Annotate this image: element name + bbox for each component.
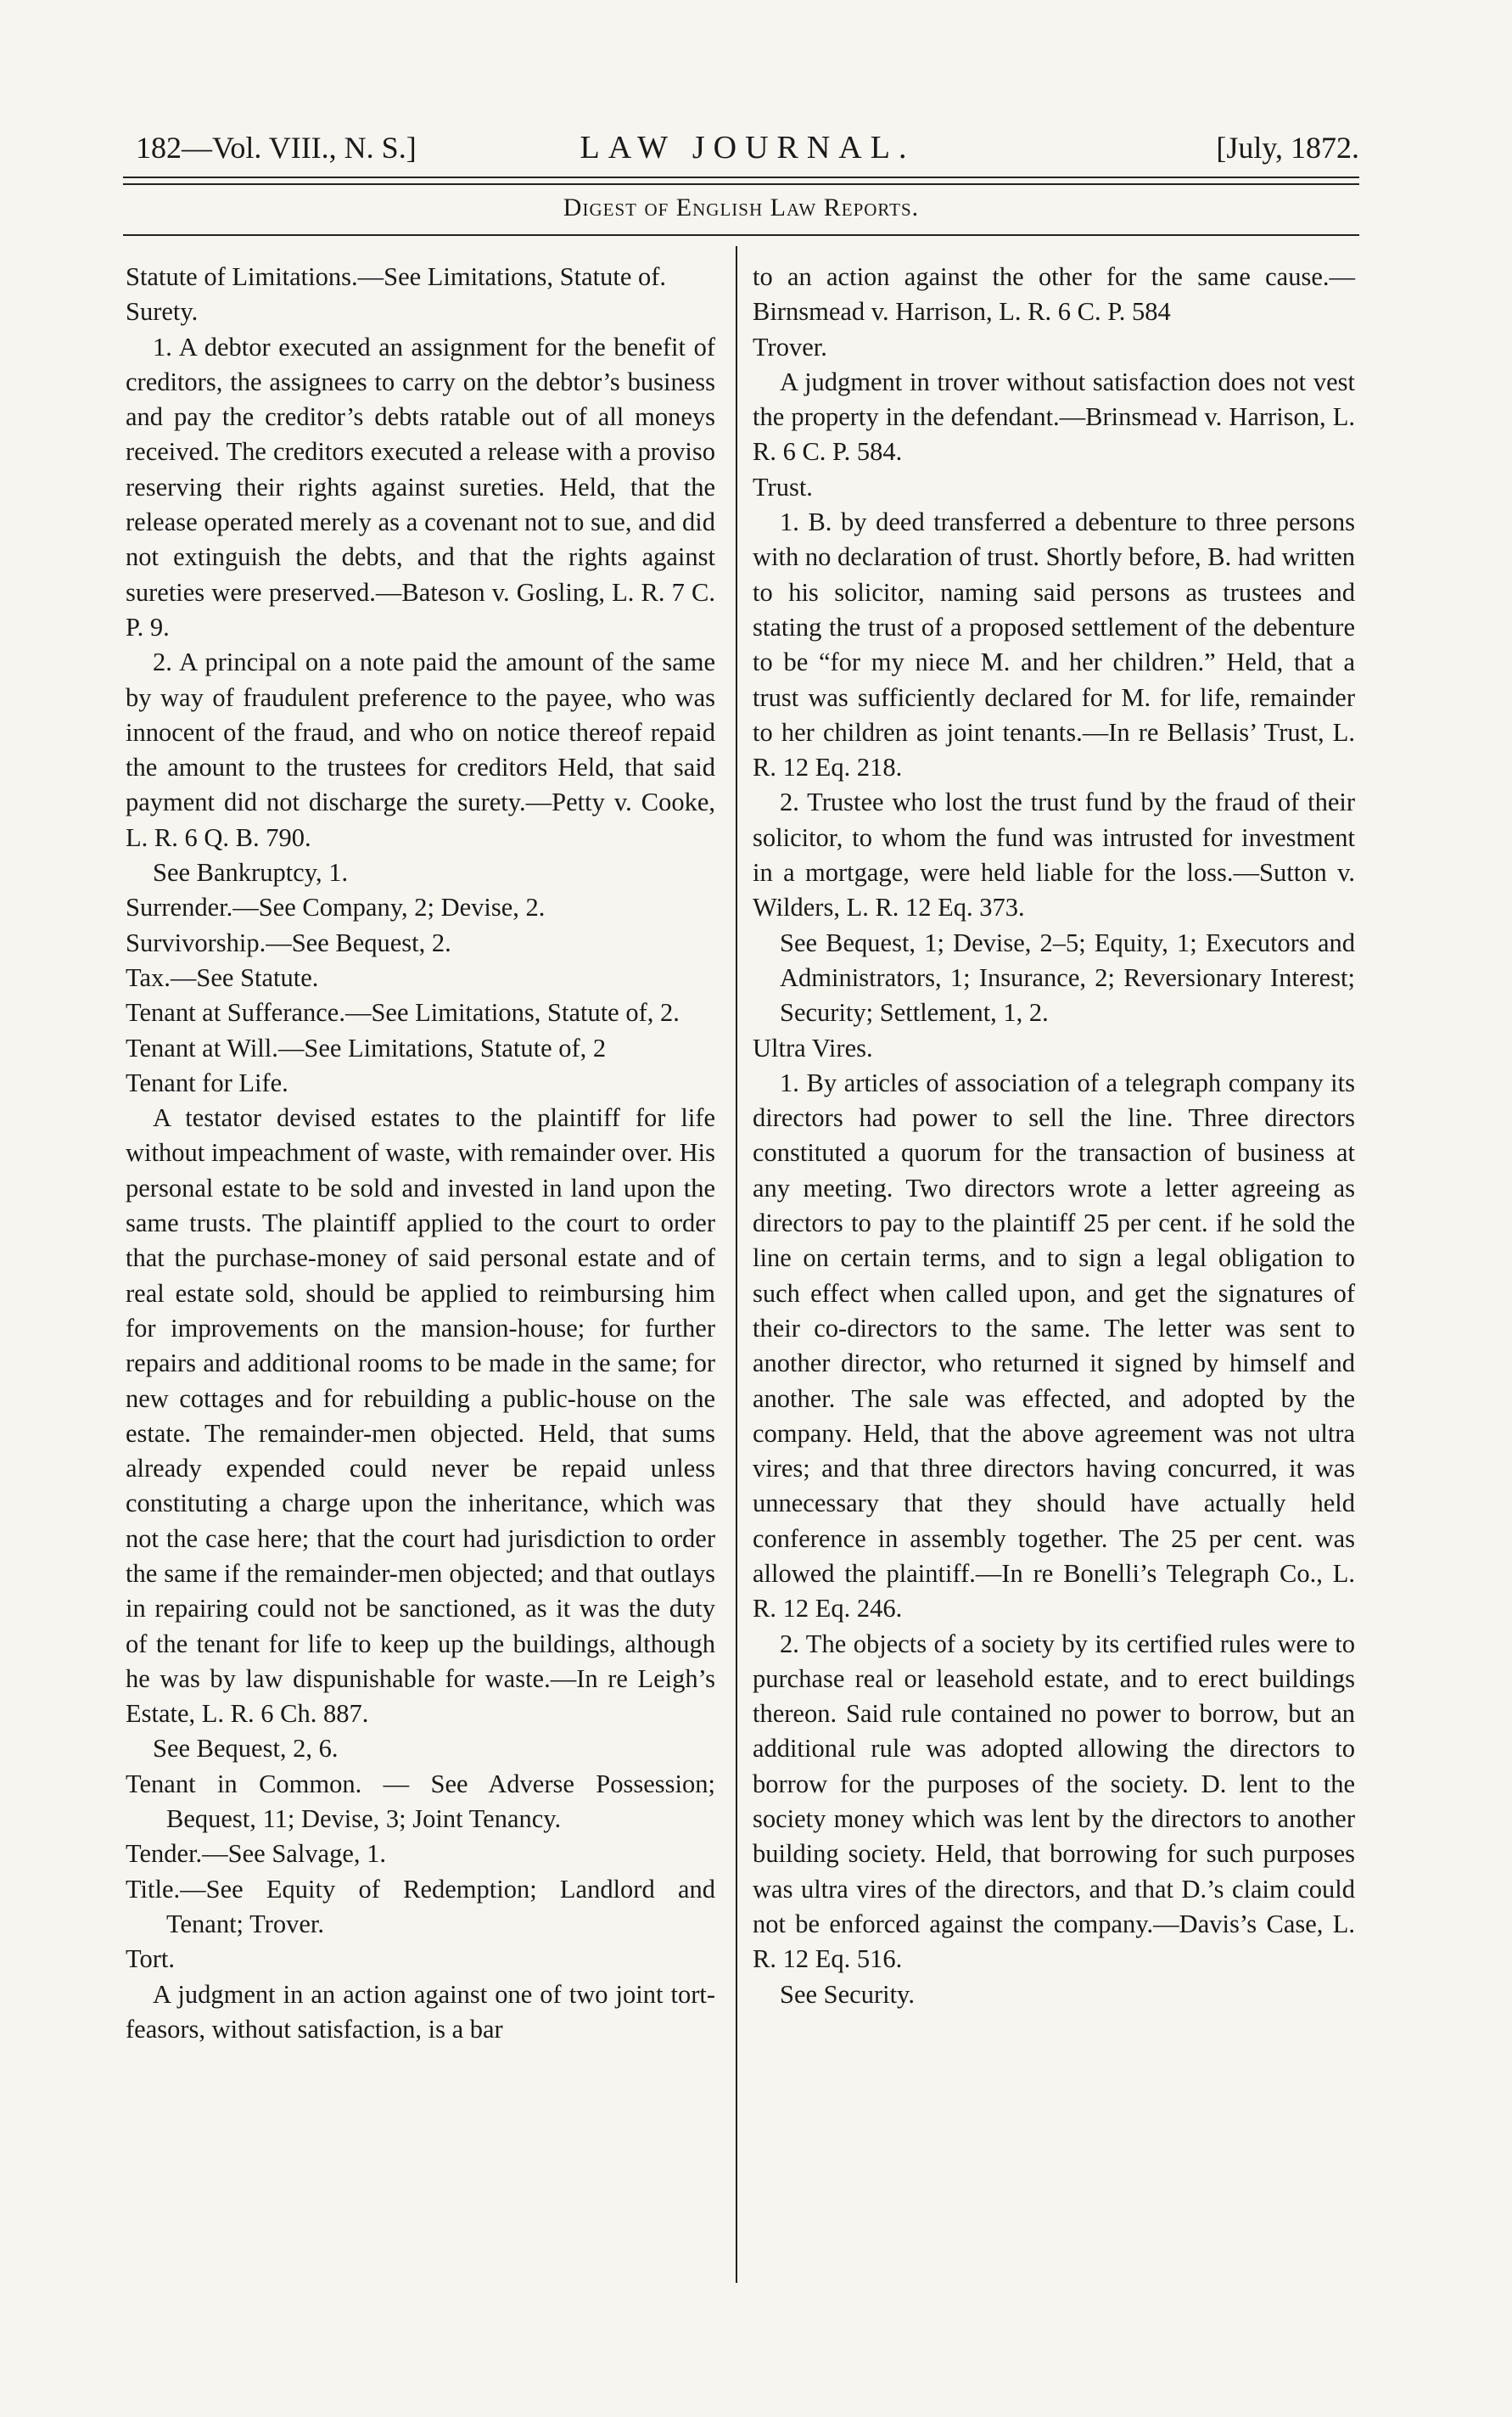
entry-paragraph: to an action against the other for the same cause.—Birnsmead v. Harrison, L. R. 6 C. P. 584 <box>753 262 1355 327</box>
entry-heading: Survivorship.—See Bequest, 2. <box>126 928 451 957</box>
entry-heading: Statute of Limitations.—See Limitations, Statute of. <box>126 262 667 291</box>
entry-heading: Tenant at Will.—See Limitations, Statute of, 2 <box>126 1033 607 1063</box>
entry-heading: Tender.—See Salvage, 1. <box>126 1839 387 1869</box>
entry-paragraph: A judgment in an action against one of two joint tort-feasors, without satisfaction, is a bar <box>126 1979 715 2044</box>
left-column <box>126 260 715 2047</box>
journal-title: LAW JOURNAL. <box>580 130 916 165</box>
entry-heading: Tax.—See Statute. <box>126 962 319 992</box>
entry-heading: Trover. <box>753 332 827 362</box>
entry-heading: Tenant at Sufferance.—See Limitations, Statute of, 2. <box>126 998 680 1028</box>
entry-paragraph: 2. Trustee who lost the trust fund by the fraud of their solicitor, to whom the fund was intrusted for investment in a mortgage, were held liable for the loss.—Sutton v. Wilders, L. R. 12 Eq. 373. <box>753 788 1355 922</box>
entry-paragraph: 2. A principal on a note paid the amount of the same by way of fraudulent preference to the payee, who was innocent of the fraud, and who on notice thereof repaid the amount to the trustees for creditors Held, that said payment did not discharge the surety.—Petty v. Cooke, L. R. 6 Q. B. 790. <box>126 648 715 852</box>
right-column <box>753 260 1355 2012</box>
section-rule <box>123 234 1359 236</box>
entry-heading: Title.—See Equity of Redemption; Landlord and Tenant; Trover. <box>126 1874 715 1938</box>
section-title: Digest of English Law Reports. <box>563 193 920 222</box>
cross-reference: See Bankruptcy, 1. <box>153 858 349 888</box>
entry-paragraph: 1. A debtor executed an assignment for the benefit of creditors, the assignees to carry on the debtor’s business and pay the creditor’s debts ratable out of all moneys received. The creditors executed a release with a proviso reserving their rights against sureties. Held, that the release operated merely as a covenant not to sue, and did not extinguish the debts, and that the rights against sureties were preserved.—Bateson v. Gosling, L. R. 7 C. P. 9. <box>126 332 715 642</box>
entry-heading: Tenant in Common. — See Adverse Possession; Bequest, 11; Devise, 3; Joint Tenancy. <box>126 1769 715 1834</box>
page-number-volume: 182—Vol. VIII., N. S.] <box>136 131 417 165</box>
header-rule-top <box>123 177 1359 178</box>
entry-paragraph: A judgment in trover without satisfaction does not vest the property in the defendant.—Brinsmead v. Harrison, L. R. 6 C. P. 584. <box>753 367 1355 467</box>
entry-heading: Tort. <box>126 1944 176 1974</box>
entry-paragraph: 1. B. by deed transferred a debenture to three persons with no declaration of trust. Shortly before, B. had written to his solicitor, naming said persons as trustees and stating the trust of a proposed settlement of the debenture to be “for my niece M. and her children.” Held, that a trust was sufficiently declared for M. for life, remainder to her children as joint tenants.—In re Bellasis’ Trust, L. R. 12 Eq. 218. <box>753 508 1355 782</box>
entry-paragraph: A testator devised estates to the plaintiff for life without impeachment of waste, with remainder over. His personal estate to be sold and invested in land upon the same trusts. The plaintiff applied to the court to order that the purchase-money of said personal estate and of real estate sold, should be applied to reimbursing him for improvements on the mansion-house; for further repairs and additional rooms to be made in the same; for new cottages and for rebuilding a public-house on the estate. The remainder-men objected. Held, that sums already expended could never be repaid unless constituting a charge upon the inheritance, which was not the case here; that the court had jurisdiction to order the same if the remainder-men objected; and that outlays in repairing could not be sanctioned, as it was the duty of the tenant for life to keep up the buildings, although he was by law dispunishable for waste.—In re Leigh’s Estate, L. R. 6 Ch. 887. <box>126 1103 715 1729</box>
entry-heading: Ultra Vires. <box>753 1033 873 1063</box>
entry-heading: Surety. <box>126 297 199 327</box>
issue-date: [July, 1872. <box>1216 131 1359 165</box>
entry-paragraph: 1. By articles of association of a telegraph company its directors had power to sell the line. Three directors constituted a quorum for the transaction of business at any meeting. Two directors wrote a letter agreeing as directors to pay to the plaintiff 25 per cent. if he sold the line on certain terms, and to sign a legal obligation to such effect when called upon, and get the signatures of their co-directors to the same. The letter was sent to another director, who returned it signed by himself and another. The sale was effected, and adopted by the company. Held, that the above agreement was not ultra vires; and that three directors having concurred, it was unnecessary that they should have actually held conference in assembly together. The 25 per cent. was allowed the plaintiff.—In re Bonelli’s Telegraph Co., L. R. 12 Eq. 246. <box>753 1068 1355 1623</box>
entry-paragraph: 2. The objects of a society by its certified rules were to purchase real or leasehold estate, and to erect buildings thereon. Said rule contained no power to borrow, but an additional rule was adopted allowing the directors to borrow for the purposes of the society. D. lent to the society money which was lent by the directors to another building society. Held, that borrowing for such purposes was ultra vires of the directors, and that D.’s claim could not be enforced against the company.—Davis’s Case, L. R. 12 Eq. 516. <box>753 1629 1355 1974</box>
entry-heading: Tenant for Life. <box>126 1068 288 1097</box>
header-rule-bottom <box>123 183 1359 185</box>
cross-reference: See Bequest, 2, 6. <box>153 1734 339 1764</box>
running-head <box>136 127 1359 178</box>
entry-heading: Trust. <box>753 472 813 502</box>
cross-reference: See Bequest, 1; Devise, 2–5; Equity, 1; Executors and Administrators, 1; Insurance, 2; Reversionary Interest; Security; Settlement, 1, 2. <box>780 928 1355 1028</box>
cross-reference: See Security. <box>780 1979 915 2009</box>
entry-heading: Surrender.—See Company, 2; Devise, 2. <box>126 893 546 922</box>
column-divider <box>736 246 737 2283</box>
